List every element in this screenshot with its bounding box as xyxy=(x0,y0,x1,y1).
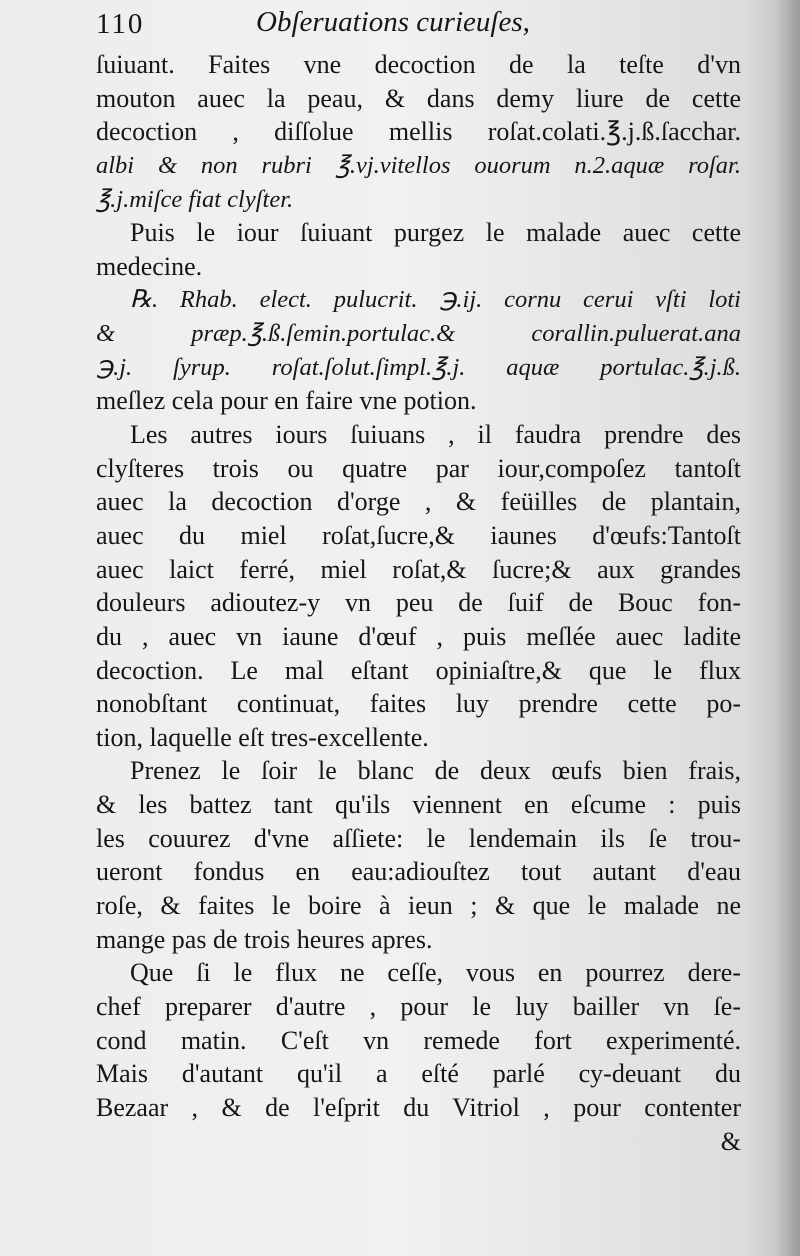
text-line: ℈.j. ſyrup. roſat.ſolut.ſimpl.℥.j. aquæ portulac.℥.j.ß. xyxy=(96,353,741,381)
text-line: ueront fondus en eau:adiouſtez tout autant d'eau xyxy=(96,857,741,887)
text-line: auec laict ferré, miel roſat,& ſucre;& aux grandes xyxy=(96,554,741,584)
text-line: mouton auec la peau, & dans demy liure de cette xyxy=(96,83,741,113)
text-line: Puis le iour ſuiuant purgez le malade auec cette xyxy=(130,218,741,248)
text-line: & præp.℥.ß.ſemin.portulac.& corallin.puluerat.ana xyxy=(96,320,741,348)
text-line: nonobſtant continuat, faites luy prendre cette po- xyxy=(96,689,741,719)
text-line: medecine. xyxy=(96,251,203,281)
text-line: ſuiuant. Faites vne decoction de la teſte d'vn xyxy=(96,50,741,79)
text-line: Les autres iours ſuiuans , il faudra prendre des xyxy=(130,420,741,450)
text-line: albi & non rubri ℥.vj.vitellos ouorum n.2.aquæ roſar. xyxy=(96,151,741,179)
catchword: & xyxy=(720,1126,741,1156)
text-line: auec la decoction d'orge , & feüilles de plantain, xyxy=(96,487,741,517)
text-line: cond matin. C'eſt vn remede fort experimenté. xyxy=(96,1025,741,1055)
text-line: clyſteres trois ou quatre par iour,compoſez tantoſt xyxy=(96,453,741,483)
text-line: decoction , diſſolue mellis roſat.colati.℥.j.ß.ſacchar. xyxy=(96,117,741,147)
text-line: Mais d'autant qu'il a eſté parlé cy-deuant du xyxy=(96,1059,741,1089)
text-line: Que ſi le flux ne ceſſe, vous en pourrez dere- xyxy=(130,958,741,988)
page-header xyxy=(96,4,756,48)
text-line: Prenez le ſoir le blanc de deux œufs bien frais, xyxy=(130,756,741,786)
text-line: douleurs adioutez-y vn peu de ſuif de Bouc fon- xyxy=(96,588,741,618)
text-line: tion, laquelle eſt tres-excellente. xyxy=(96,722,429,752)
text-line: les couurez d'vne aſſiete: le lendemain ils ſe trou- xyxy=(96,823,741,853)
page-number: 110 xyxy=(96,8,145,40)
text-line: roſe, & faites le boire à ieun ; & que le malade ne xyxy=(96,891,741,921)
text-line: auec du miel roſat,ſucre,& iaunes d'œufs:Tantoſt xyxy=(96,520,741,550)
text-line: mange pas de trois heures apres. xyxy=(96,924,433,954)
running-title: Obſeruations curieuſes, xyxy=(256,6,530,38)
text-line: & les battez tant qu'ils viennent en eſcume : puis xyxy=(96,790,741,820)
text-line: ℥.j.miſce fiat clyſter. xyxy=(96,185,294,213)
text-line: Bezaar , & de l'eſprit du Vitriol , pour contenter xyxy=(96,1092,741,1122)
text-line: meſlez cela pour en faire vne potion. xyxy=(96,386,477,416)
text-line: du , auec vn iaune d'œuf , puis meſlée auec ladite xyxy=(96,621,741,651)
text-line: ℞. Rhab. elect. pulucrit. ℈.ij. cornu cerui vſti loti xyxy=(130,286,741,314)
text-line: chef preparer d'autre , pour le luy bailler vn ſe- xyxy=(96,991,741,1021)
body-text xyxy=(96,48,741,1158)
text-line: decoction. Le mal eſtant opiniaſtre,& que le flux xyxy=(96,655,741,685)
